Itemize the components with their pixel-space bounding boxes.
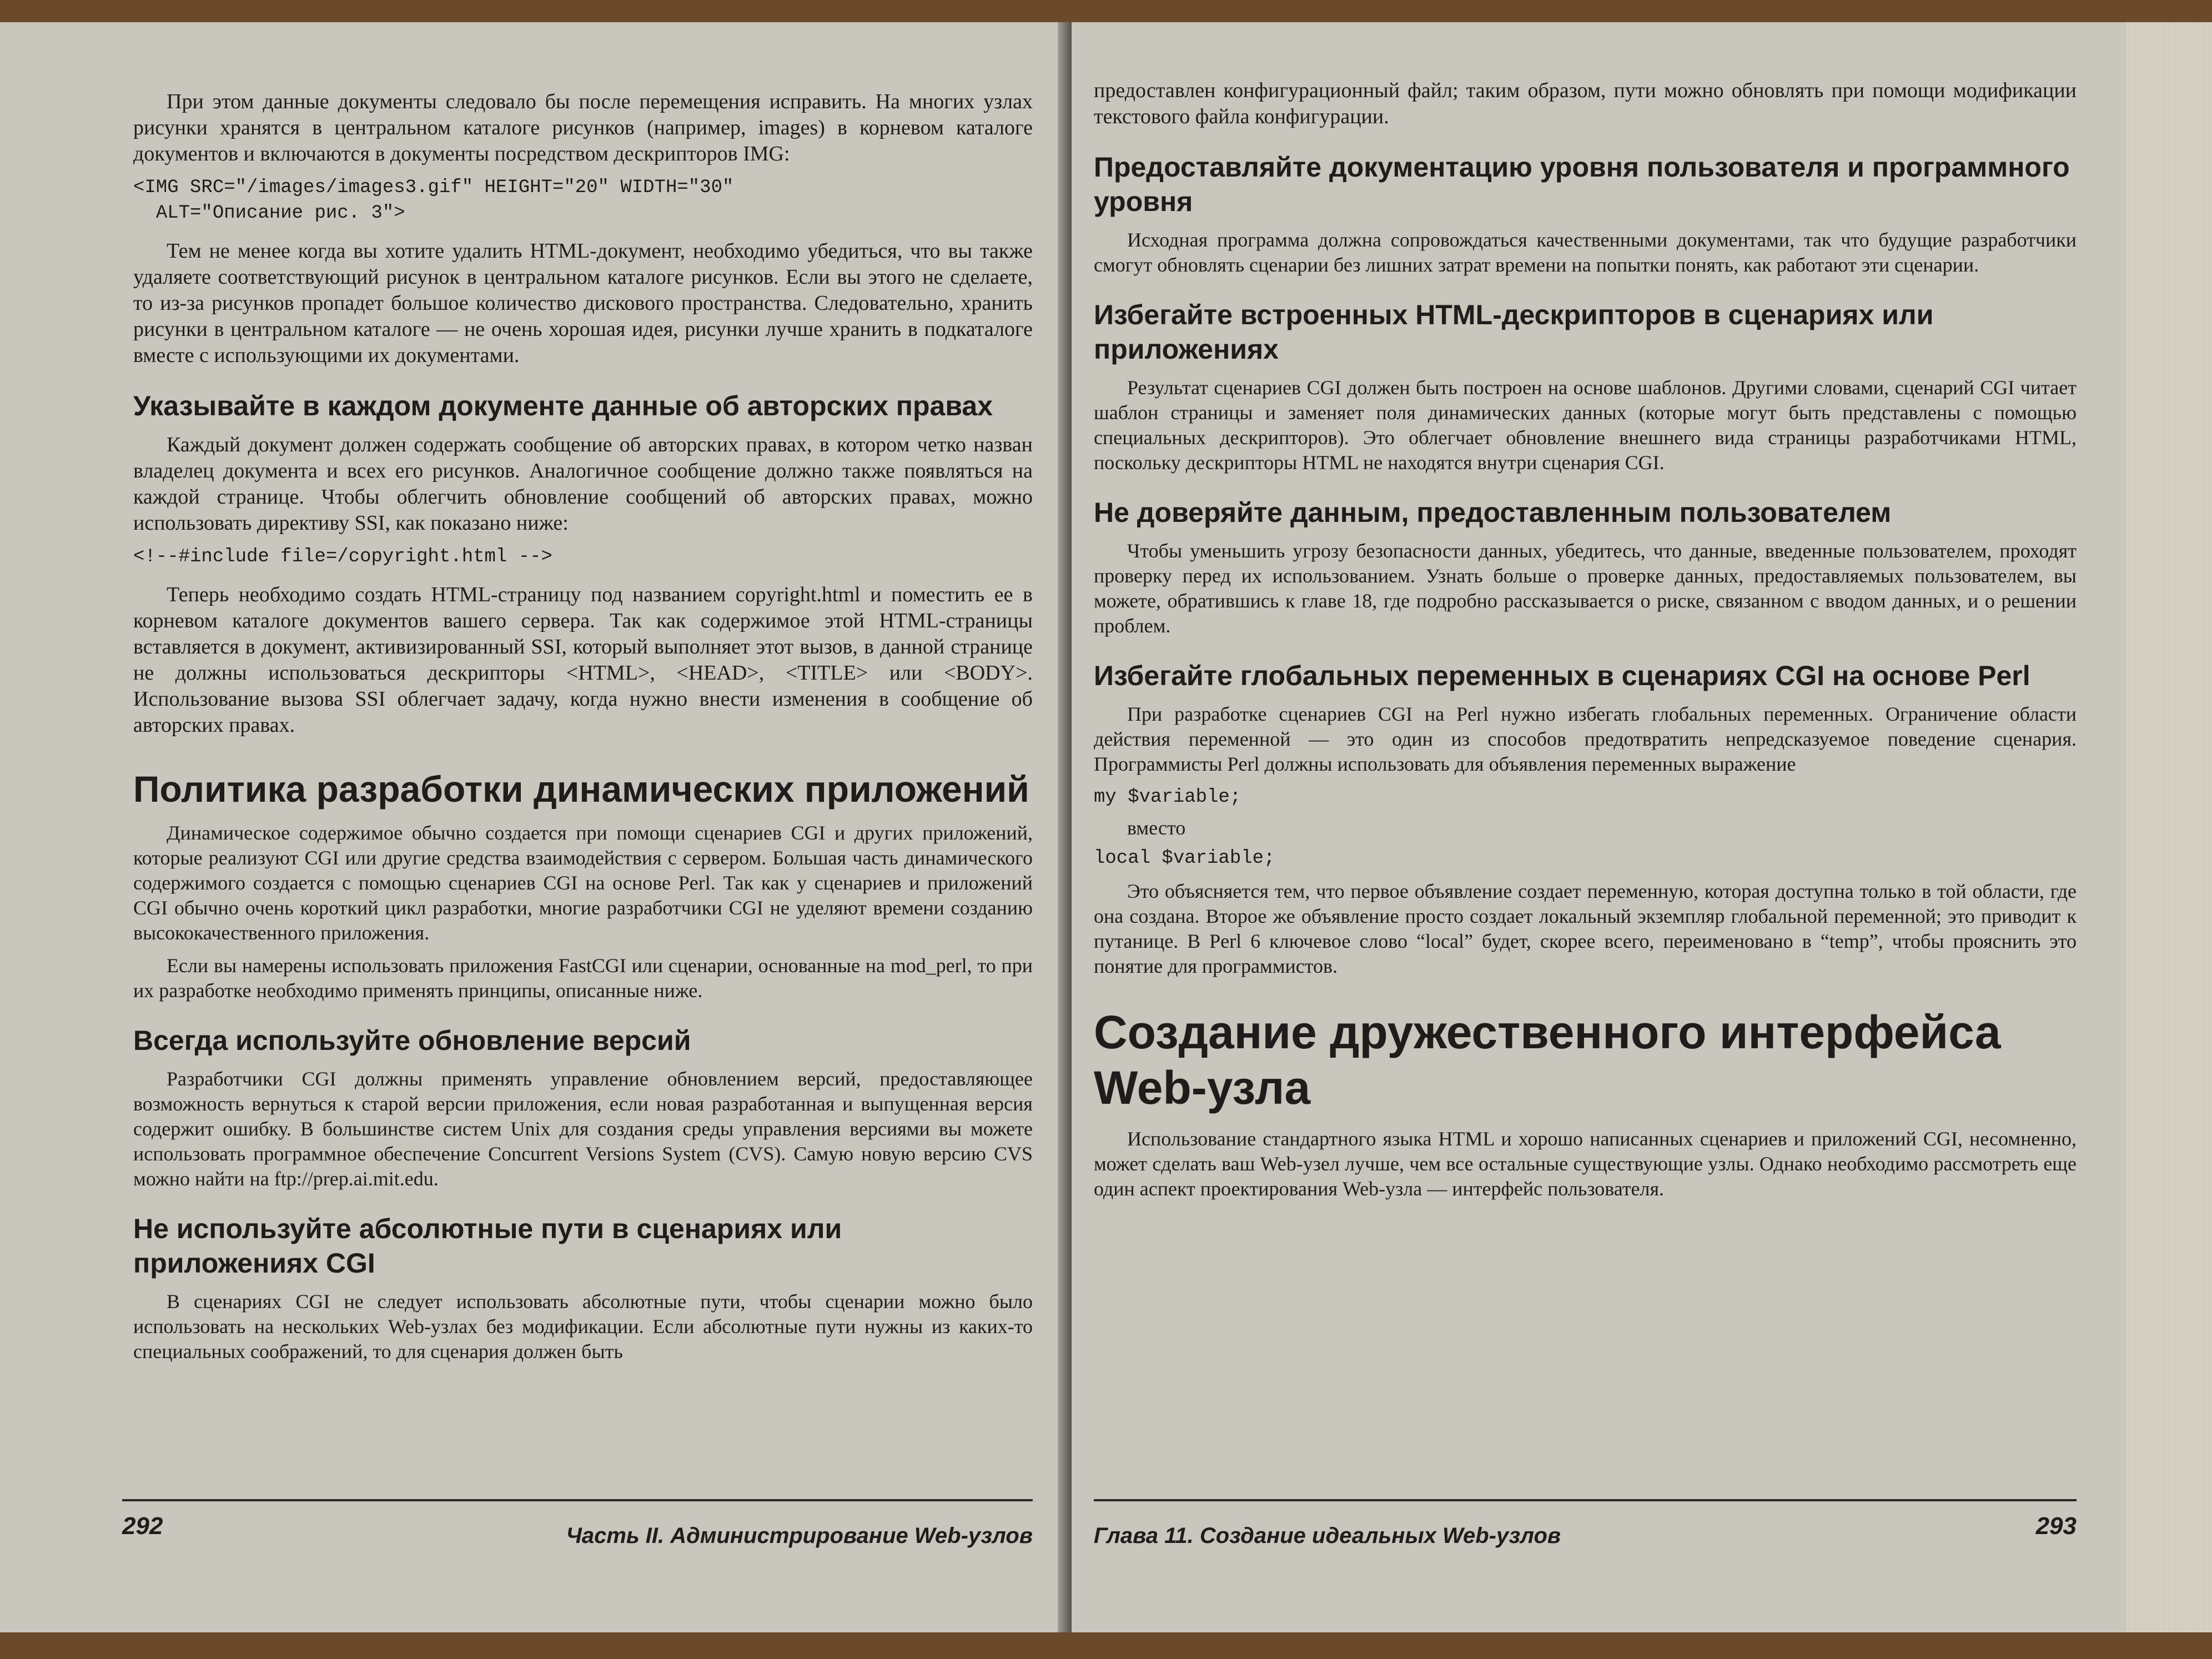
code-block: my $variable; <box>1094 787 1241 808</box>
section-heading: Избегайте встроенных HTML-дескрипторов в сценариях или приложениях <box>1094 299 1934 365</box>
section-heading: Избегайте глобальных переменных в сценариях CGI на основе Perl <box>1094 660 2030 691</box>
left-page <box>0 22 1066 1632</box>
paragraph: При этом данные документы следовало бы после перемещения исправить. На многих узлах рисунки хранятся в центральном каталоге рисунков (например, images) в корневом каталоге документов и включаются в документы посредством дескрипторов IMG: <box>133 90 1033 165</box>
code-block: local $variable; <box>1094 848 1275 869</box>
section-heading: Всегда используйте обновление версий <box>133 1025 691 1056</box>
paragraph: Каждый документ должен содержать сообщение об авторских правах, в котором четко назван владелец документа и всех его рисунков. Аналогичное сообщение должно также появляться на каждой странице. Чтобы облегчить обновление сообщений об авторских правах, можно использовать директиву SSI, как показано ниже: <box>133 433 1033 535</box>
page-footer <box>1094 1499 2077 1555</box>
paragraph: предоставлен конфигурационный файл; таким образом, пути можно обновлять при помощи модификации текстового файла конфигурации. <box>1094 79 2077 128</box>
paragraph: Динамическое содержимое обычно создается при помощи сценариев CGI и других приложений, которые реализуют CGI или другие средства взаимодействия с сервером. Большая часть динамического содержимого создается с помощью сценариев CGI на основе Perl. Так как у сценариев и приложений CGI обычно очень короткий цикл разработки, многие разработчики CGI не уделяют времени созданию высококачественного приложения. <box>133 822 1033 944</box>
section-heading: Не доверяйте данным, предоставленным пользователем <box>1094 497 1892 528</box>
chapter-section-heading: Создание дружественного интерфейса Web-узла <box>1094 1006 2001 1114</box>
right-page <box>1072 22 2126 1632</box>
page-stack-edge <box>2126 22 2212 1632</box>
section-heading: Указывайте в каждом документе данные об авторских правах <box>133 390 993 421</box>
running-title: Глава 11. Создание идеальных Web-узлов <box>1094 1524 1561 1548</box>
page-number: 293 <box>2035 1512 2077 1540</box>
section-heading: Не используйте абсолютные пути в сценариях или приложениях CGI <box>133 1213 842 1279</box>
paragraph: Если вы намерены использовать приложения FastCGI или сценарии, основанные на mod_perl, то при их разработке необходимо применять принципы, описанные ниже. <box>133 954 1033 1002</box>
code-block: <!--#include file=/copyright.html --> <box>133 546 552 567</box>
page-footer <box>122 1499 1033 1555</box>
chapter-section-heading: Политика разработки динамических приложений <box>133 768 1029 810</box>
paragraph: вместо <box>1127 817 1186 839</box>
code-block: <IMG SRC="/images/images3.gif" HEIGHT="20" WIDTH="30" ALT="Описание рис. 3"> <box>133 177 734 224</box>
paragraph: Разработчики CGI должны применять управление обновлением версий, предоставляющее возможность вернуться к старой версии приложения, если новая разработанная и выпущенная версия содержит ошибку. В большинстве систем Unix для создания среды управления версиями вы можете использовать программное обеспечение Concurrent Versions System (CVS). Самую новую версию CVS можно найти на ftp://prep.ai.mit.edu. <box>133 1068 1033 1190</box>
page-number: 292 <box>122 1512 163 1540</box>
paragraph: Результат сценариев CGI должен быть построен на основе шаблонов. Другими словами, сценарий CGI читает шаблон страницы и заменяет поля динамических данных (которые могут быть представлены с помощью специальных дескрипторов). Это облегчает обновление внешнего вида страницы разработчиками HTML, поскольку дескрипторы HTML не находятся внутри сценария CGI. <box>1094 376 2077 474</box>
paragraph: При разработке сценариев CGI на Perl нужно избегать глобальных переменных. Ограничение области действия переменной — это один из способов предотвратить непредсказуемое поведение сценария. Программисты Perl должны использовать для объявления переменных выражение <box>1094 703 2077 775</box>
paragraph: В сценариях CGI не следует использовать абсолютные пути, чтобы сценарии можно было использовать на нескольких Web-узлах без модификации. Если абсолютные пути нужны из каких-то специальных соображений, то для сценария должен быть <box>133 1290 1033 1363</box>
section-heading: Предоставляйте документацию уровня пользователя и программного уровня <box>1094 152 2070 217</box>
paragraph: Теперь необходимо создать HTML-страницу под названием copyright.html и поместить ее в корневом каталоге документов вашего сервера. Так как содержимое этой HTML-страницы вставляется в документ, активизированный SSI, который выполняет этот вызов, в данной странице не должны использоваться дескрипторы <HTML>, <HEAD>, <TITLE> или <BODY>. Использование вызова SSI облегчает задачу, когда нужно внести изменения в сообщение об авторских правах. <box>133 583 1033 737</box>
paragraph: Это объясняется тем, что первое объявление создает переменную, которая доступна только в той области, где она создана. Второе же объявление просто создает локальный экземпляр глобальной переменной; это приводит к путанице. В Perl 6 ключевое слово “local” будет, скорее всего, переименовано в “temp”, чтобы прояснить это понятие для программистов. <box>1094 880 2077 977</box>
paragraph: Чтобы уменьшить угрозу безопасности данных, убедитесь, что данные, введенные пользователем, проходят проверку перед их использованием. Узнать больше о проверке данных, предоставляемых пользователем, вы можете, обратившись к главе 18, где подробно рассказывается о риске, связанном с вводом данных, и о решении проблем. <box>1094 540 2077 637</box>
paragraph: Использование стандартного языка HTML и хорошо написанных сценариев и приложений CGI, несомненно, может сделать ваш Web-узел лучше, чем все остальные существующие узлы. Однако необходимо рассмотреть еще один аспект проектирования Web-узла — интерфейс пользователя. <box>1094 1128 2077 1200</box>
paragraph: Тем не менее когда вы хотите удалить HTML-документ, необходимо убедиться, что вы также удаляете соответствующий рисунок в центральном каталоге рисунков. Если вы этого не сделаете, то из-за рисунков пропадет большое количество дискового пространства. Следовательно, хранить рисунки в центральном каталоге — не очень хорошая идея, рисунки лучше хранить в подкаталоге вместе с использующими их документами. <box>133 239 1033 367</box>
paragraph: Исходная программа должна сопровождаться качественными документами, так что будущие разработчики смогут обновлять сценарии без лишних затрат времени на попытки понять, как работают эти сценарии. <box>1094 229 2077 276</box>
running-title: Часть II. Администрирование Web-узлов <box>566 1524 1033 1548</box>
